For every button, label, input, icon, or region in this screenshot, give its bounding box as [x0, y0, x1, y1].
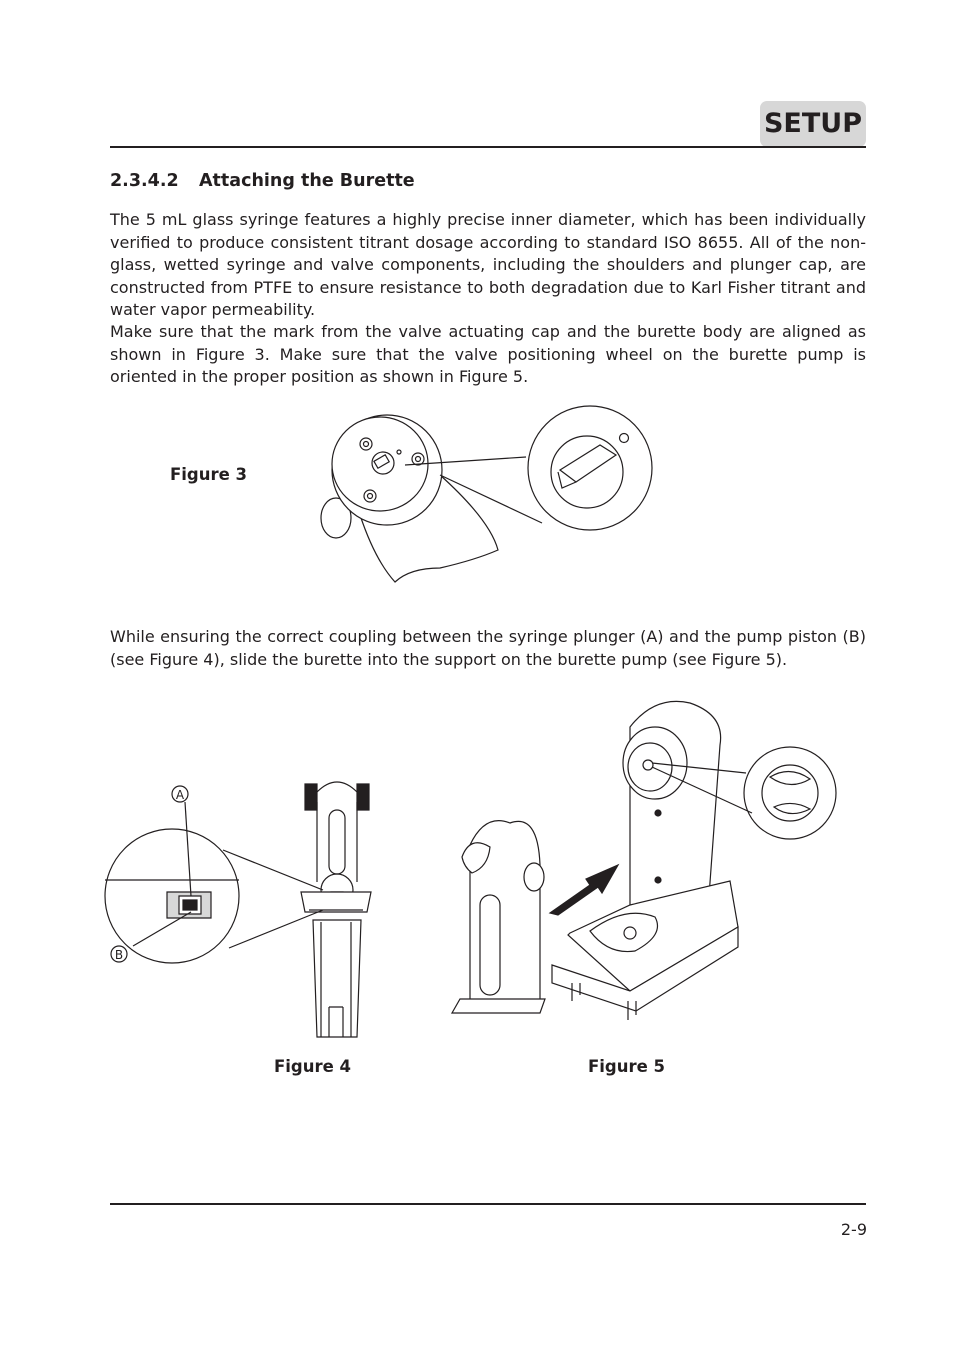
figure-4-caption: Figure 4 [274, 1057, 352, 1076]
header-rule [110, 146, 866, 148]
section-title: Attaching the Burette [199, 171, 415, 191]
figure-4-plunger-coupling-illustration [105, 772, 385, 1047]
paragraph-coupling-instructions: While ensuring the correct coupling between the syringe plunger (A) and the pump piston (B) (see Figure 4), slide the burette into the support on the burette pump (see Figure 5). [110, 627, 866, 669]
paragraph-syringe-description: The 5 mL glass syringe features a highly precise inner diameter, which has been individually verified to produce consistent titrant dosage according to standard ISO 8655. All of the non-glass, wetted syringe and valve components, including the shoulders and plunger cap, are constructed from PTFE to ensure resistance to both degradation due to Karl Fisher titrant and water vapor permeability. [110, 210, 866, 319]
page-number: 2-9 [840, 1220, 867, 1239]
section-heading [110, 171, 415, 191]
figure-3-caption: Figure 3 [170, 465, 248, 484]
callout-b-label: B [114, 948, 124, 962]
figure-5-caption: Figure 5 [588, 1057, 666, 1076]
figure-3-valve-cap-illustration [300, 400, 660, 590]
paragraph-alignment-instructions: Make sure that the mark from the valve actuating cap and the burette body are aligned as shown in Figure 3. Make sure that the valve positioning wheel on the burette pump is oriented in the proper position as shown in Figure 5. [110, 322, 866, 386]
footer-rule [110, 1203, 866, 1205]
section-number: 2.3.4.2 [110, 171, 179, 191]
callout-a-label: A [175, 788, 185, 802]
setup-badge: SETUP [760, 101, 866, 147]
figure-5-burette-pump-illustration [440, 695, 840, 1045]
